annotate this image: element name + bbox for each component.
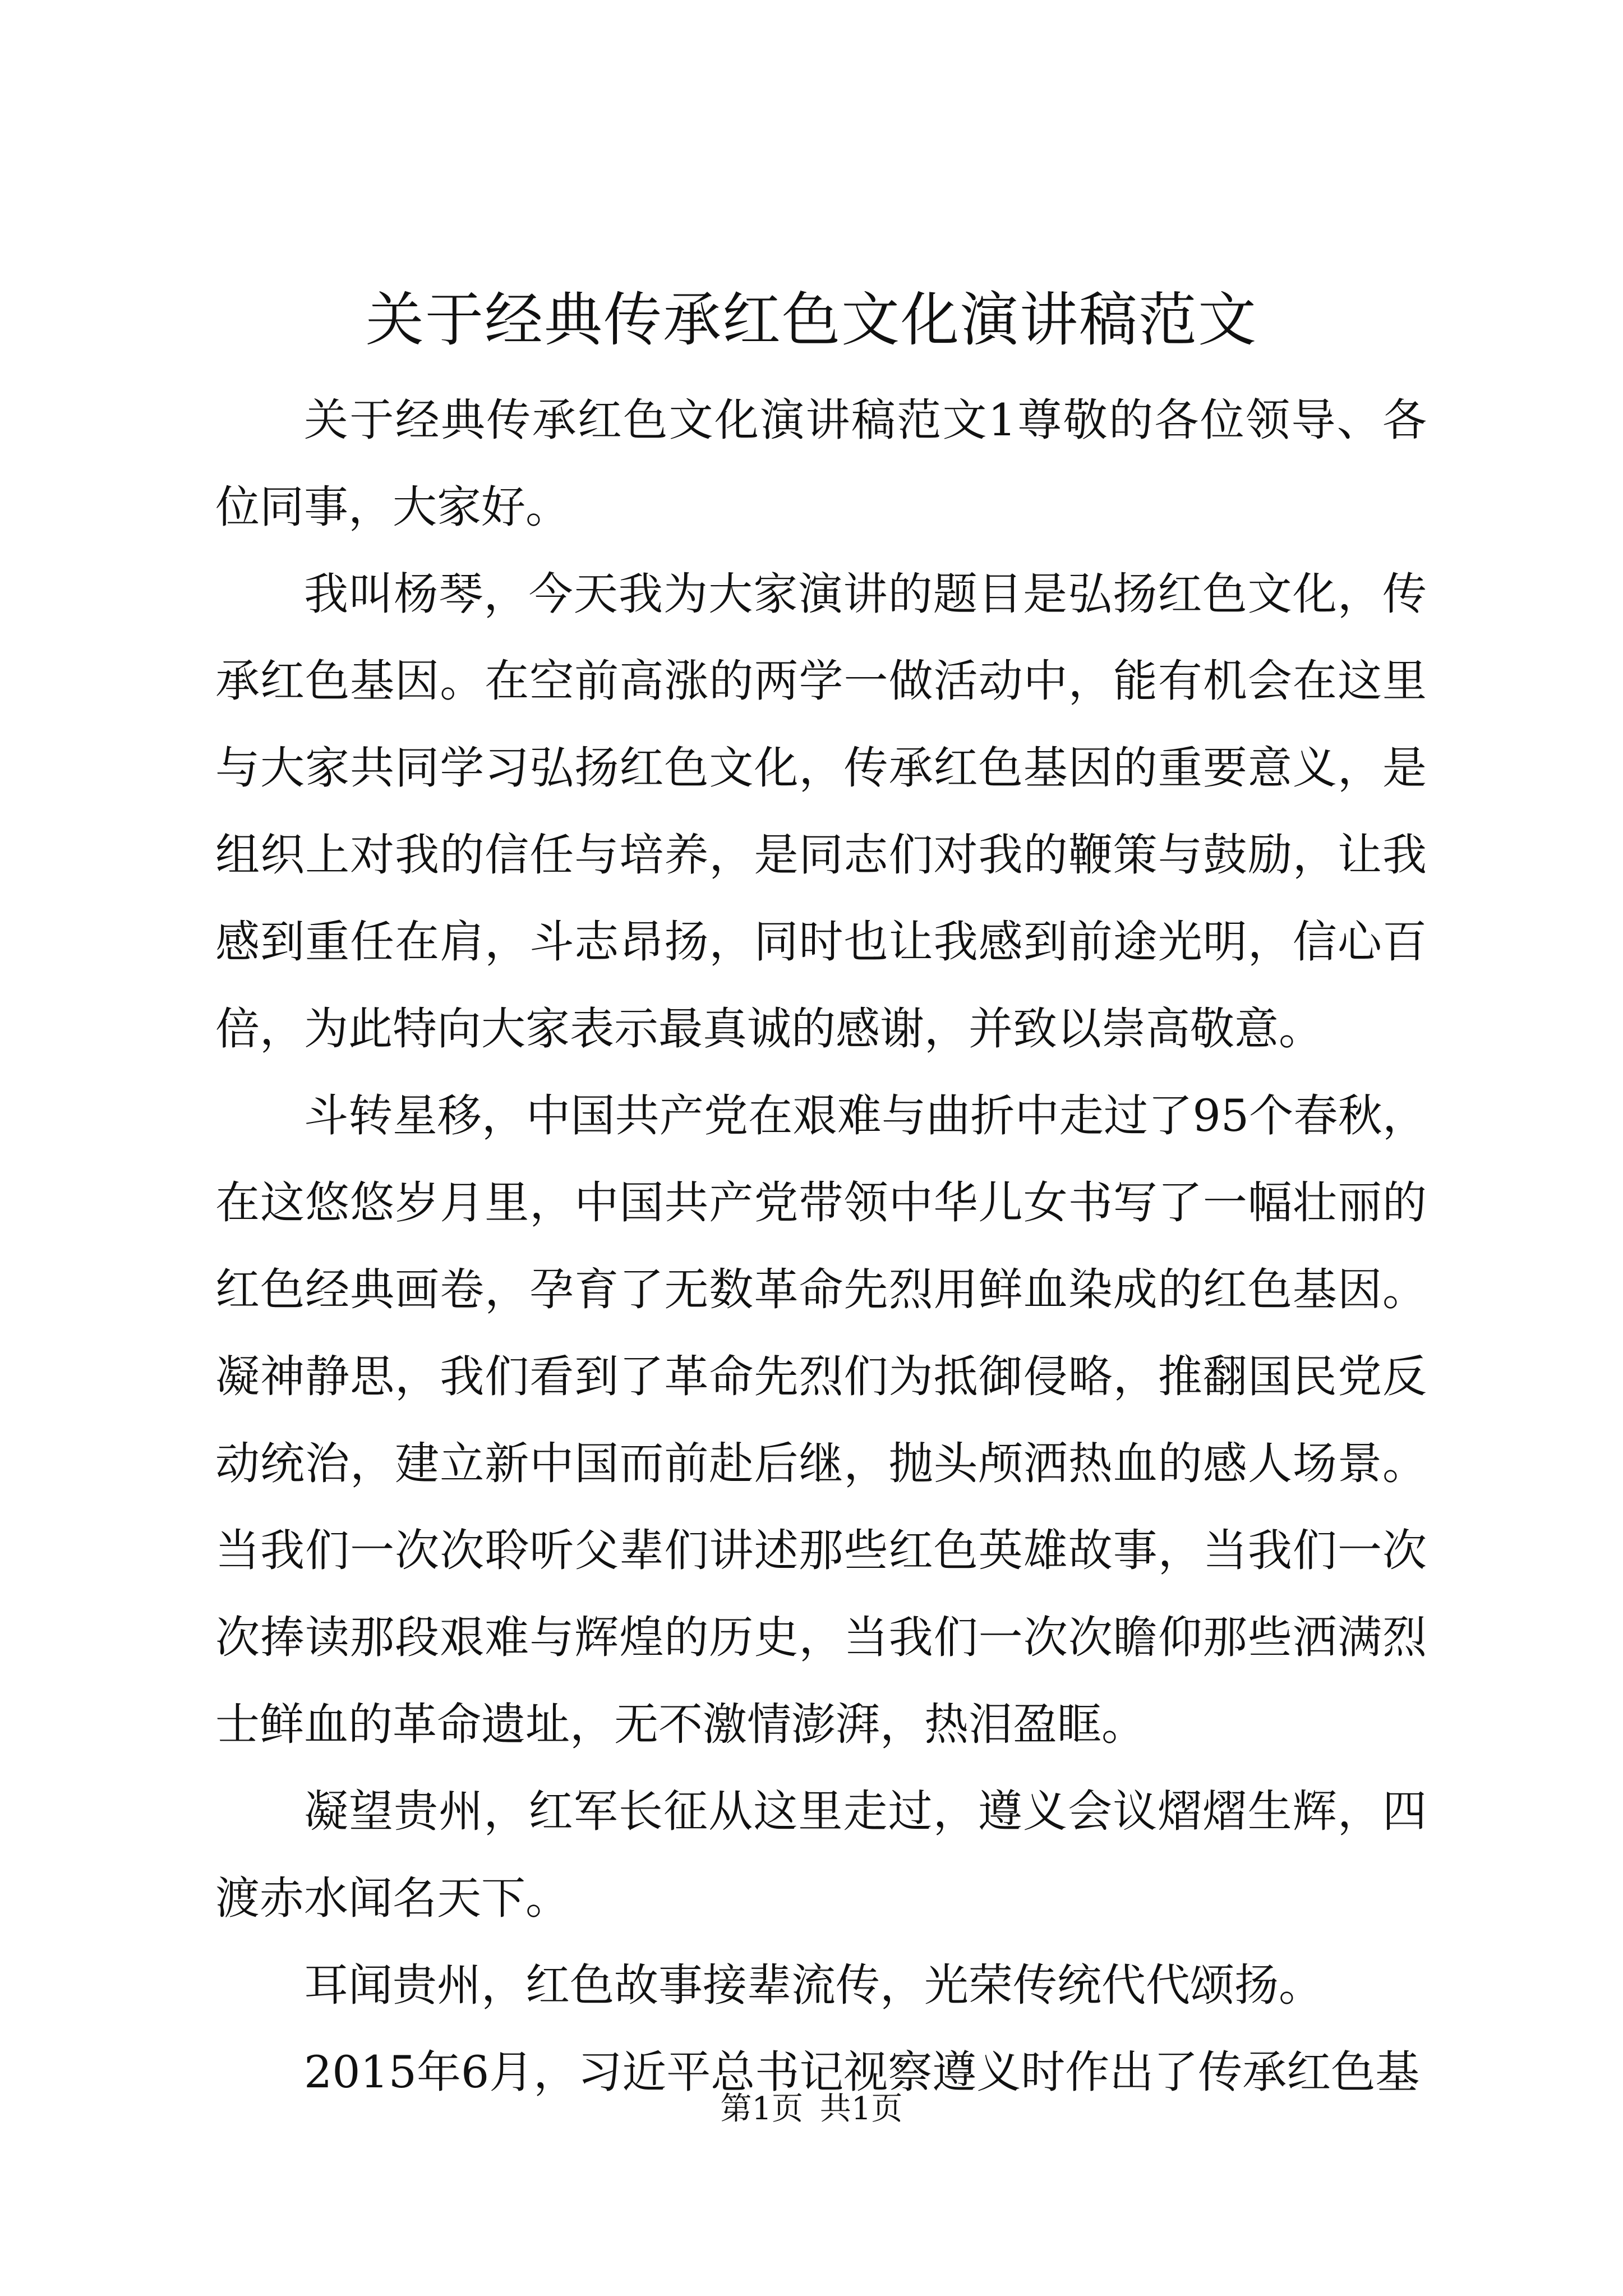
paragraph-5: 耳闻贵州，红色故事接辈流传，光荣传统代代颂扬。 bbox=[304, 1959, 1323, 2011]
paragraph-3: 斗转星移，中国共产党在艰难与曲折中走过了95个春秋，在这悠悠岁月里，中国共产党带领中华儿女书写了一幅壮丽的红色经典画卷，孕育了无数革命先烈用鲜血染成的红色基因。凝神静思，我们看到了革命先烈们为抵御侵略，推翻国民党反动统治，建立新中国而前赴后继，抛头颅洒热血的感人场景。当我们一次次聆听父辈们讲述那些红色英雄故事，当我们一次次捧读那段艰难与辉煌的历史，当我们一次次瞻仰那些洒满烈士鲜血的革命遗址，无不激情澎湃，热泪盈眶。 bbox=[215, 1090, 1427, 1750]
paragraph-6: 2015年6月，习近平总书记视察遵义时作出了传承红色基 bbox=[304, 2046, 1420, 2098]
page-footer bbox=[0, 2087, 1623, 2132]
page-total-label: 共1页 bbox=[819, 2091, 903, 2127]
paragraph-4: 凝望贵州，红军长征从这里走过，遵义会议熠熠生辉，四渡赤水闻名天下。 bbox=[215, 1786, 1427, 1924]
paragraph-1: 关于经典传承红色文化演讲稿范文1尊敬的各位领导、各位同事，大家好。 bbox=[215, 394, 1427, 533]
document-body bbox=[215, 377, 1427, 2116]
paragraph-2: 我叫杨琴，今天我为大家演讲的题目是弘扬红色文化，传承红色基因。在空前高涨的两学一做活动中，能有机会在这里与大家共同学习弘扬红色文化，传承红色基因的重要意义，是组织上对我的信任与培养，是同志们对我的鞭策与鼓励，让我感到重任在肩，斗志昂扬，同时也让我感到前途光明，信心百倍，为此特向大家表示最真诚的感谢，并致以崇高敬意。 bbox=[215, 568, 1427, 1055]
document-title: 关于经典传承红色文化演讲稿范文 bbox=[365, 286, 1257, 354]
page-number-label: 第1页 bbox=[720, 2091, 804, 2127]
